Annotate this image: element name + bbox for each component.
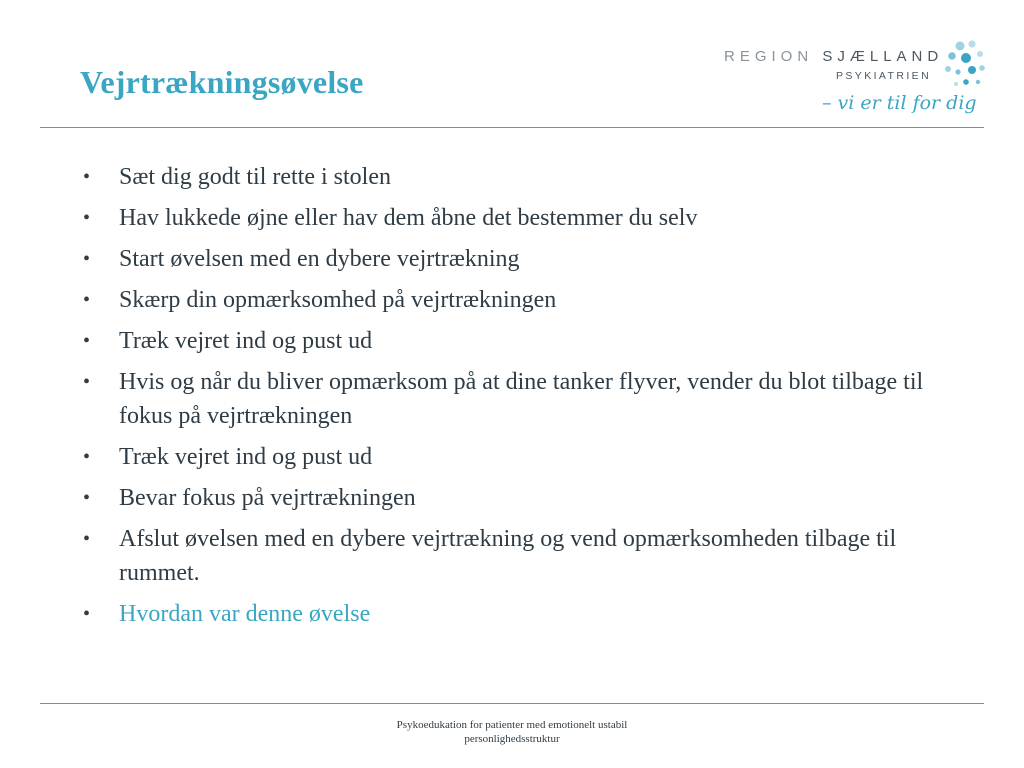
bullet-item: [80, 597, 980, 631]
footer-line-1: Psykoedukation for patienter med emotionelt ustabil: [396, 719, 628, 731]
bullet-dot-icon: •: [83, 248, 91, 270]
footer-line-2: personlighedsstruktur: [464, 733, 560, 745]
bullet-dot-icon: •: [83, 207, 91, 229]
region-sjaelland-logo: [720, 36, 990, 128]
footer-divider: [40, 703, 984, 704]
logo-wordmark: [724, 48, 943, 65]
bullet-text: Hav lukkede øjne eller hav dem åbne det bestemmer du selv: [119, 205, 698, 231]
bullet-item: [80, 440, 980, 474]
bullet-dot-icon: •: [83, 166, 91, 188]
bullet-text: Skærp din opmærksomhed på vejrtrækningen: [119, 287, 557, 313]
bullet-dot-icon: •: [83, 603, 91, 625]
bullet-text: Hvis og når du bliver opmærksom på at dine tanker flyver, vender du blot tilbage til fokus på vejrtrækningen: [119, 369, 924, 429]
bullet-text: Træk vejret ind og pust ud: [119, 444, 373, 470]
slide-footer: [312, 718, 712, 746]
bullet-item: [80, 481, 980, 515]
bullet-dot-icon: •: [83, 487, 91, 509]
bullet-item: [80, 242, 980, 276]
header-divider: [40, 127, 984, 128]
bullet-item: [80, 522, 980, 590]
bullet-dot-icon: •: [83, 330, 91, 352]
bullet-text: Sæt dig godt til rette i stolen: [119, 164, 391, 190]
logo-region-text: REGION: [724, 48, 814, 65]
bullet-dot-icon: •: [83, 289, 91, 311]
logo-dots-icon: [942, 38, 988, 94]
bullet-list: [80, 160, 980, 638]
bullet-item: [80, 324, 980, 358]
bullet-text: Træk vejret ind og pust ud: [119, 328, 373, 354]
bullet-dot-icon: •: [83, 446, 91, 468]
bullet-item: [80, 283, 980, 317]
bullet-item: [80, 365, 980, 433]
bullet-dot-icon: •: [83, 528, 91, 550]
bullet-text: Afslut øvelsen med en dybere vejrtrækning og vend opmærksomheden tilbage til rummet.: [119, 526, 897, 586]
logo-name-text: SJÆLLAND: [822, 48, 944, 65]
bullet-text: Hvordan var denne øvelse: [119, 601, 371, 627]
bullet-dot-icon: •: [83, 371, 91, 393]
bullet-text: Start øvelsen med en dybere vejrtrækning: [119, 246, 520, 272]
bullet-item: [80, 160, 980, 194]
slide-title: Vejrtrækningsøvelse: [80, 64, 364, 100]
bullet-item: [80, 201, 980, 235]
logo-subtitle: PSYKIATRIEN: [836, 70, 932, 82]
bullet-text: Bevar fokus på vejrtrækningen: [119, 485, 416, 511]
logo-tagline: – vi er til for dig: [822, 92, 977, 114]
